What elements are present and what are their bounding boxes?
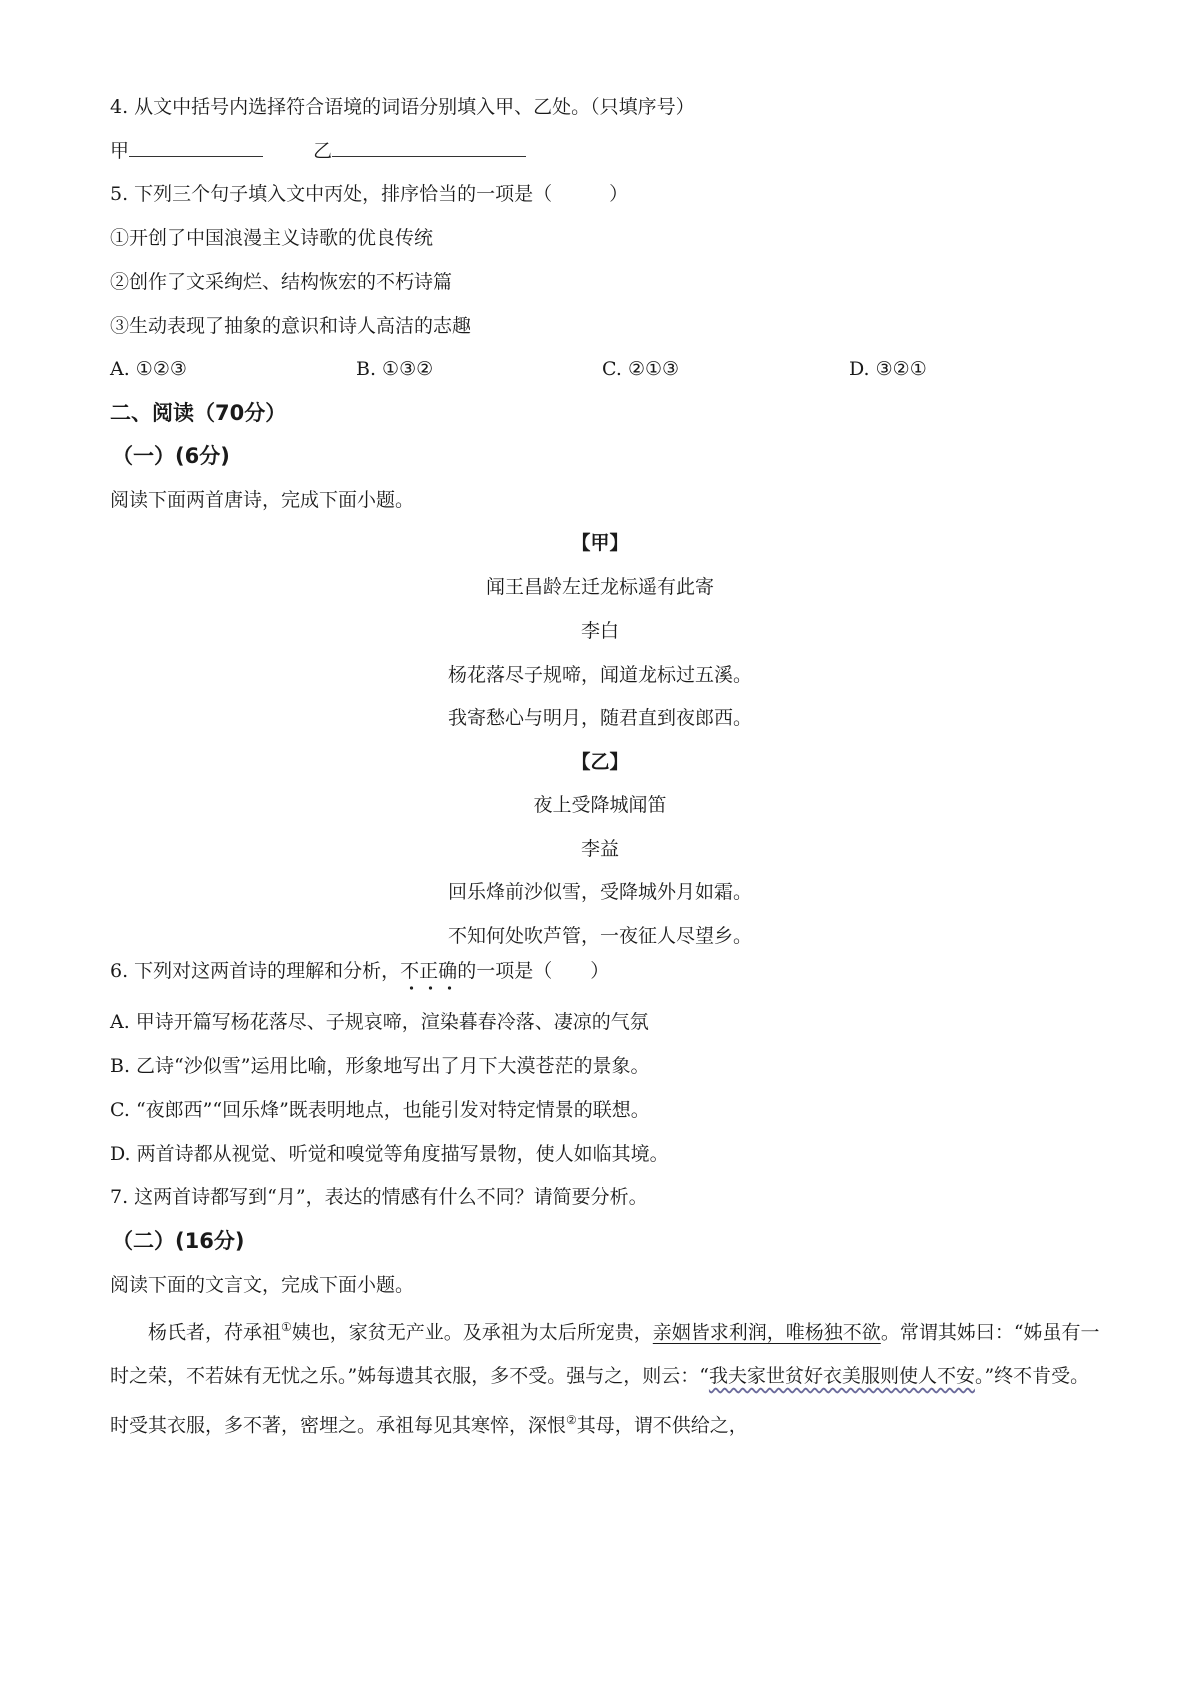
poem-jia-label: 【甲】	[571, 532, 629, 554]
q5-option-a[interactable]: A. ①②③	[110, 358, 187, 380]
poem-yi-line-2: 不知何处吹芦管，一夜征人尽望乡。	[447, 925, 752, 947]
q5-question: 5. 下列三个句子填入文中丙处，排序恰当的一项是（ ）	[110, 183, 629, 205]
q6-option-c[interactable]: C. “夜郎西”“回乐烽”既表明地点，也能引发对特定情景的联想。	[110, 1099, 650, 1121]
poem-jia-line-1: 杨花落尽子规啼，闻道龙标过五溪。	[447, 664, 752, 686]
q6-option-b[interactable]: B. 乙诗“沙似雪”运用比喻，形象地写出了月下大漠苍茫的景象。	[110, 1055, 650, 1077]
passage-text-5: 其母，谓不供给之，	[576, 1414, 748, 1437]
q6-question	[110, 958, 609, 984]
passage-text-3: 。常谓其姊曰：“姊虽有一时之荣，不若妹有无忧之乐。”姊每遗其衣服，多不受。强与之，则云：“	[110, 1321, 1100, 1388]
q5-sentence-1: ①开创了中国浪漫主义诗歌的优良传统	[110, 227, 434, 249]
blank-jia-field[interactable]	[129, 138, 263, 157]
poem-jia-author: 李白	[580, 620, 619, 642]
poem-yi-author: 李益	[580, 838, 619, 860]
q6-prefix: 6. 下列对这两首诗的理解和分析，	[110, 960, 401, 982]
underlined-sentence-2: 我夫家世贫好衣美服则使人不安	[708, 1365, 975, 1388]
q6-suffix: 的一项是（ ）	[457, 960, 610, 982]
poem-yi-label: 【乙】	[571, 751, 629, 773]
blank-jia-label: 甲	[110, 140, 130, 162]
classical-passage	[110, 1305, 1100, 1448]
part-2-title: （二）(16分)	[112, 1229, 245, 1253]
q4-blanks	[110, 138, 526, 164]
passage-text-2: 姨也，家贫无产业。及承祖为太后所宠贵，	[291, 1321, 653, 1344]
blank-yi-field[interactable]	[332, 138, 526, 157]
part-2-intro: 阅读下面的文言文，完成下面小题。	[110, 1274, 415, 1296]
footnote-1-marker: ①	[281, 1320, 292, 1334]
passage-text-1: 杨氏者，苻承祖	[148, 1321, 282, 1344]
q6-option-d[interactable]: D. 两首诗都从视觉、听觉和嗅觉等角度描写景物，使人如临其境。	[110, 1143, 669, 1165]
underlined-sentence-1: 亲姻皆求利润，唯杨独不欲	[652, 1321, 881, 1344]
q5-sentence-2: ②创作了文采绚烂、结构恢宏的不朽诗篇	[110, 271, 453, 293]
footnote-2-marker: ②	[566, 1413, 577, 1428]
q7-question: 7. 这两首诗都写到“月”，表达的情感有什么不同？请简要分析。	[110, 1186, 648, 1208]
blank-yi-label: 乙	[313, 140, 333, 162]
q5-sentence-3: ③生动表现了抽象的意识和诗人高洁的志趣	[110, 315, 472, 337]
q6-option-a[interactable]: A. 甲诗开篇写杨花落尽、子规哀啼，渲染暮春冷落、凄凉的气氛	[110, 1011, 649, 1033]
poem-jia-line-2: 我寄愁心与明月，随君直到夜郎西。	[447, 707, 752, 729]
q4-question: 4. 从文中括号内选择符合语境的词语分别填入甲、乙处。（只填序号）	[110, 96, 695, 118]
section-2-title: 二、阅读（70分）	[110, 401, 287, 425]
poem-yi-title: 夜上受降城闻笛	[533, 794, 667, 816]
q5-option-d[interactable]: D. ③②①	[849, 358, 927, 380]
poem-yi-line-1: 回乐烽前沙似雪，受降城外月如霜。	[447, 881, 752, 903]
poem-jia-title: 闻王昌龄左迁龙标遥有此寄	[485, 576, 714, 598]
part-1-title: （一）(6分)	[112, 444, 230, 468]
q5-option-b[interactable]: B. ①③②	[356, 358, 434, 380]
passage-text-4: 。”终不肯受。时受其衣服，多不著，密埋之。承祖每见其寒悴，深恨	[110, 1365, 1090, 1437]
q5-option-c[interactable]: C. ②①③	[602, 358, 680, 380]
part-1-intro: 阅读下面两首唐诗，完成下面小题。	[110, 489, 415, 511]
q6-emphasis: 不正确	[400, 960, 458, 982]
